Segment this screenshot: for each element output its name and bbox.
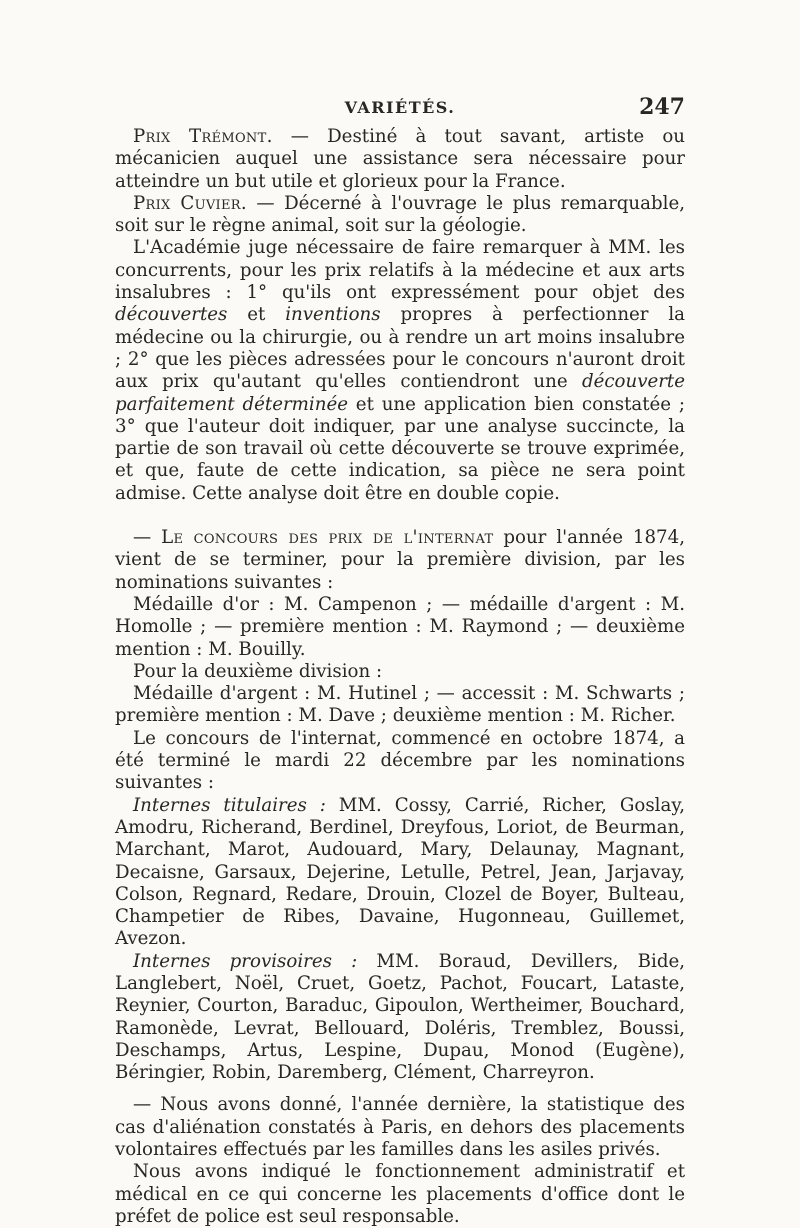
paragraph-alienation-2: Nous avons indiqué le fonctionnement administratif et médical en ce qui concerne les placements d'office dont le préfet de police est seul responsable.: [115, 1161, 685, 1227]
text-run: —: [133, 527, 162, 549]
prize-description: — Décerné à l'ouvrage le plus remarquable, soit sur le règne animal, soit sur la géologie.: [115, 192, 685, 237]
section-gap: [115, 1084, 685, 1094]
body-text: [115, 126, 685, 1228]
text-run: propres à perfectionner la médecine ou la chirurgie, ou à rendre un art moins insalubre ; 2° que les pièces adressées pour le concours n'auront droit aux prix qu'autant qu'elles contiendront une: [115, 304, 686, 393]
paragraph-alienation-1: — Nous avons donné, l'année dernière, la statistique des cas d'aliénation constatés à Paris, en dehors des placements volontaires effectués par les familles dans les asiles privés.: [115, 1094, 685, 1161]
page-number: 247: [639, 94, 685, 120]
emphasis: découverte parfaitement déterminée: [115, 371, 685, 415]
emphasis: inventions: [285, 304, 381, 326]
list-label: Internes titulaires :: [133, 794, 326, 816]
names-list: MM. Cossy, Carrié, Richer, Goslay, Amodru, Richerand, Berdinel, Dreyfous, Loriot, de Beurman, Marchant, Marot, Audouard, Mary, Delaunay, Magnant, Decaisne, Garsaux, Dejerine, Letulle, Petrel, Jean, Jarjavay, Colson, Regnard, Redare, Drouin, Clozel de Boyer, Bulteau, Champetier de Ribes, Davaine, Hugonneau, Guillemet, Avezon.: [115, 794, 685, 950]
paragraph-second-division-title: Pour la deuxième division :: [133, 660, 383, 682]
paragraph-titulaires: [115, 795, 685, 951]
prize-description: — Destiné à tout savant, artiste ou mécanicien auquel une assistance sera nécessaire pour atteindre un but utile et glorieux pour la France.: [115, 126, 685, 192]
page-header: [115, 94, 685, 122]
paragraph-internat-intro: [115, 527, 685, 594]
text-run: et: [227, 304, 286, 326]
paragraph-prix-tremont: [115, 126, 685, 193]
paragraph-concours: Le concours de l'internat, commencé en octobre 1874, a été terminé le mardi 22 décembre par les nominations suivantes :: [115, 727, 685, 794]
prize-name: Prix Trémont.: [133, 126, 273, 147]
running-title: VARIÉTÉS.: [344, 98, 456, 117]
section-title: Le concours des prix de l'internat: [161, 527, 494, 549]
list-label: Internes provisoires :: [133, 950, 358, 972]
text-run: L'Académie juge nécessaire de faire remarquer à MM. les concurrents, pour les prix relatifs à la médecine et aux arts insalubres : 1° qu'ils ont expressément pour objet des: [115, 237, 685, 304]
paragraph-academy-note: [115, 237, 685, 505]
paragraph-provisoires: [115, 951, 685, 1085]
paragraph-second-division: Médaille d'argent : M. Hutinel ; — accessit : M. Schwarts ; première mention : M. Dave ; deuxième mention : M. Richer.: [115, 683, 685, 727]
prize-name: Prix Cuvier.: [133, 192, 247, 214]
names-list: MM. Boraud, Devillers, Bide, Langlebert, Noël, Cruet, Goetz, Pachot, Foucart, Lataste, Reynier, Courton, Baraduc, Gipoulon, Wertheimer, Bouchard, Ramonède, Levrat, Bellouard, Doléris, Tremblez, Boussi, Deschamps, Artus, Lespine, Dupau, Monod (Eugène), Béringier, Robin, Daremberg, Clément, Charreyron.: [115, 950, 686, 1084]
text-run: pour l'année 1874, vient de se terminer, pour la première division, par les nominations suivantes :: [115, 527, 685, 593]
text-run: et une application bien constatée ; 3° que l'auteur doit indiquer, par une analyse succincte, la partie de son travail où cette découverte se trouve exprimée, et que, faute de cette indication, sa pièce ne sera point admise. Cette analyse doit être en double copie.: [115, 393, 686, 504]
paragraph-first-division: Médaille d'or : M. Campenon ; — médaille d'argent : M. Homolle ; — première mention : M. Raymond ; — deuxième mention : M. Bouilly.: [115, 593, 685, 660]
emphasis: découvertes: [115, 304, 228, 326]
section-gap: [115, 505, 685, 527]
paragraph-prix-cuvier: [115, 193, 685, 238]
